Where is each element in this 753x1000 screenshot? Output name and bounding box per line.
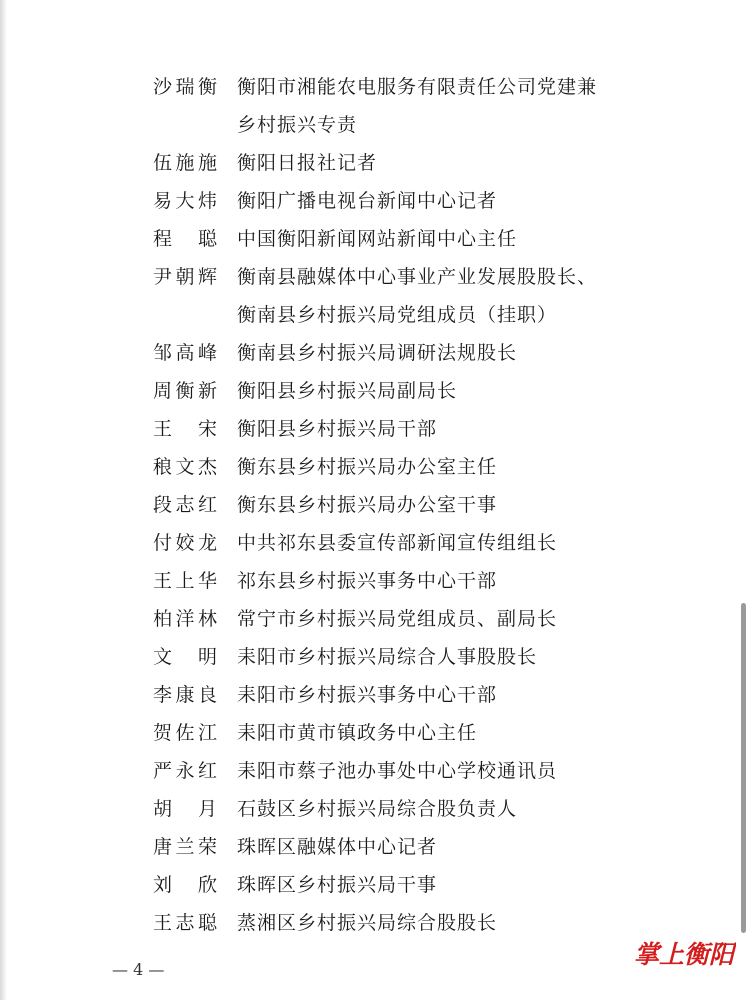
person-title: [237, 410, 617, 448]
person-name: 伍施施: [153, 152, 217, 174]
title-line: 衡东县乡村振兴局办公室主任: [237, 456, 498, 478]
person-name: 严永红: [153, 760, 217, 782]
list-item: [0, 600, 753, 638]
person-name: 尹朝辉: [153, 266, 217, 288]
list-item: [0, 714, 753, 752]
list-item: [0, 144, 753, 182]
title-line: 衡南县融媒体中心事业产业发展股股长、: [237, 266, 598, 288]
person-title: [237, 866, 617, 904]
title-line: 祁东县乡村振兴事务中心干部: [237, 570, 498, 592]
list-item: [0, 182, 753, 220]
title-line: 珠晖区乡村振兴局干事: [237, 874, 438, 896]
title-line: 耒阳市黄市镇政务中心主任: [237, 722, 478, 744]
person-title: [237, 828, 617, 866]
person-title: [237, 220, 617, 258]
title-line: 衡东县乡村振兴局办公室干事: [237, 494, 498, 516]
list-item: [0, 828, 753, 866]
list-item: [0, 258, 753, 334]
person-name: 易大炜: [153, 190, 217, 212]
person-title: [237, 182, 617, 220]
title-line: 耒阳市蔡子池办事处中心学校通讯员: [237, 760, 558, 782]
person-title: [237, 714, 617, 752]
title-line: 石鼓区乡村振兴局综合股负责人: [237, 798, 518, 820]
title-line: 耒阳市乡村振兴事务中心干部: [237, 684, 498, 706]
list-item: [0, 790, 753, 828]
person-name: 稂文杰: [153, 456, 217, 478]
person-name: 王志聪: [153, 912, 217, 934]
person-title: [237, 486, 617, 524]
person-title: [237, 600, 617, 638]
title-line: 中共祁东县委宣传部新闻宣传组组长: [237, 532, 558, 554]
person-title: [237, 562, 617, 600]
title-line: 衡阳县乡村振兴局干部: [237, 418, 438, 440]
person-name: 柏洋林: [153, 608, 217, 630]
list-item: [0, 334, 753, 372]
person-title: [237, 258, 617, 334]
person-title: [237, 790, 617, 828]
title-line: 耒阳市乡村振兴局综合人事股股长: [237, 646, 538, 668]
person-name: 贺佐江: [153, 722, 217, 744]
person-title: [237, 372, 617, 410]
list-item: [0, 448, 753, 486]
title-line: 珠晖区融媒体中心记者: [237, 836, 438, 858]
person-name: 王 宋: [153, 418, 217, 440]
list-item: [0, 866, 753, 904]
person-name: 段志红: [153, 494, 217, 516]
title-line: 常宁市乡村振兴局党组成员、副局长: [237, 608, 558, 630]
watermark-logo: [632, 933, 736, 971]
list-item: [0, 68, 753, 144]
title-line: 衡阳县乡村振兴局副局长: [237, 380, 458, 402]
list-item: [0, 372, 753, 410]
person-name: 唐兰荣: [153, 836, 217, 858]
list-item: [0, 676, 753, 714]
name-list: [0, 68, 753, 942]
person-title: [237, 524, 617, 562]
watermark-text: 掌上衡阳: [633, 940, 735, 969]
page-number: — 4 —: [112, 960, 165, 979]
list-item: [0, 562, 753, 600]
title-line: 衡阳市湘能农电服务有限责任公司党建兼: [237, 76, 598, 98]
person-name: 胡 月: [153, 798, 217, 820]
person-title: [237, 144, 617, 182]
list-item: [0, 752, 753, 790]
person-title: [237, 904, 617, 942]
person-name: 王上华: [153, 570, 217, 592]
list-item: [0, 638, 753, 676]
person-title: [237, 448, 617, 486]
person-title: [237, 752, 617, 790]
list-item: [0, 220, 753, 258]
title-line: 中国衡阳新闻网站新闻中心主任: [237, 228, 518, 250]
list-item: [0, 410, 753, 448]
title-line: 蒸湘区乡村振兴局综合股股长: [237, 912, 498, 934]
person-title: [237, 68, 617, 144]
title-line: 衡阳日报社记者: [237, 152, 378, 174]
person-name: 邹高峰: [153, 342, 217, 364]
person-title: [237, 638, 617, 676]
person-name: 沙瑞衡: [153, 76, 217, 98]
title-line: 衡阳广播电视台新闻中心记者: [237, 190, 498, 212]
title-line: 乡村振兴专责: [237, 114, 358, 136]
person-name: 周衡新: [153, 380, 217, 402]
title-line: 衡南县乡村振兴局党组成员（挂职）: [237, 304, 558, 326]
person-title: [237, 676, 617, 714]
scrollbar-thumb[interactable]: [741, 603, 746, 933]
person-name: 程 聪: [153, 228, 217, 250]
person-name: 文 明: [153, 646, 217, 668]
list-item: [0, 486, 753, 524]
list-item: [0, 524, 753, 562]
person-title: [237, 334, 617, 372]
person-name: 刘 欣: [153, 874, 217, 896]
title-line: 衡南县乡村振兴局调研法规股长: [237, 342, 518, 364]
person-name: 李康良: [153, 684, 217, 706]
person-name: 付姣龙: [153, 532, 217, 554]
